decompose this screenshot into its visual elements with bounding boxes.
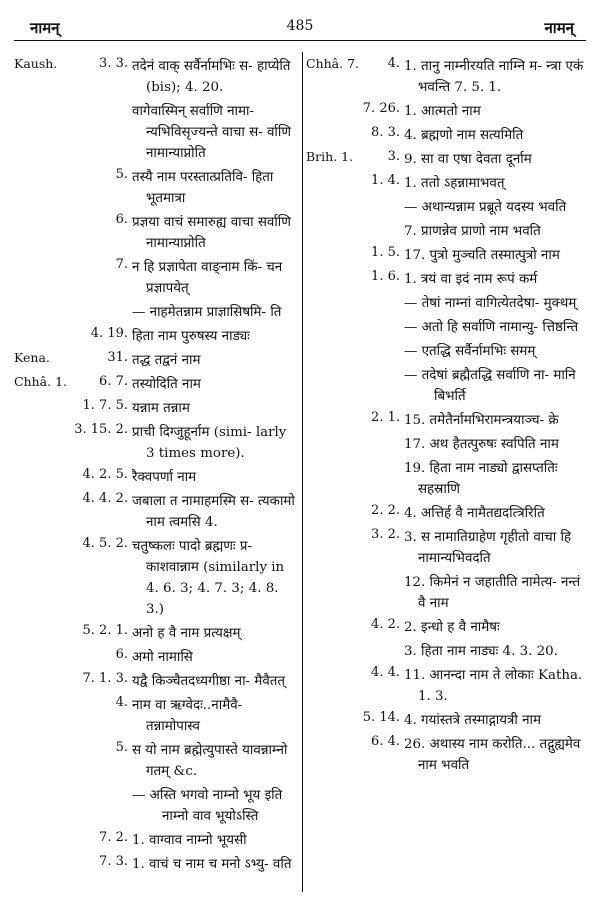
entry-reference: 4. 4. 2. xyxy=(82,491,128,506)
entry-text: 1. वाचं च नाम च मनो ऽभ्यु- वति xyxy=(132,857,292,872)
index-entry xyxy=(306,317,586,338)
entry-text: स यो नाम ब्रह्मेत्युपास्ते यावन्नाम्नो गतम् &c. xyxy=(132,743,288,779)
entry-text: नाम वा ऋग्वेदः..नामैवै- तन्नामोपास्व xyxy=(132,698,243,734)
entry-text: अनो ह वै नाम प्रत्यक्षम् xyxy=(132,626,241,641)
index-entry xyxy=(306,410,586,431)
entry-text: 1. ततो ऽहन्नामाभवत् xyxy=(404,176,505,191)
entry-reference: 8. 3. xyxy=(371,125,400,140)
entry-reference: 6. xyxy=(115,212,128,227)
entry-text: 3. हिता नाम नाड्यः 4. 3. 20. xyxy=(404,644,558,659)
left-column xyxy=(14,56,299,894)
entry-text: 2. इन्धो ह वै नामैषः xyxy=(404,620,500,635)
entry-reference: 5. xyxy=(115,167,128,182)
entry-text: प्राची दिग्जुहूर्नाम (simi- larly 3 times more). xyxy=(132,425,287,461)
index-entry xyxy=(14,854,299,875)
index-entry xyxy=(306,101,586,122)
index-entry xyxy=(306,56,586,98)
entry-reference: 5. xyxy=(115,740,128,755)
entry-reference: 1. 4. xyxy=(371,173,400,188)
entry-text: 4. ब्रह्मणो नाम सत्यमिति xyxy=(404,128,524,143)
entry-text: 15. तमेतैर्नामभिरामन्त्रयाञ्च- क्रे xyxy=(404,413,559,428)
entry-text: 26. अथास्य नाम करोति... तद्गुह्यमेव नाम भवति xyxy=(404,737,581,773)
entry-reference: 7. xyxy=(115,257,128,272)
index-entry xyxy=(14,326,299,347)
entry-text: — अथान्यन्नाम प्रब्रूते यदस्य भवति xyxy=(404,200,567,215)
entry-text: तदेनं वाक् सर्वैर्नामभिः स- हाप्येति (bis); 4. 20. xyxy=(132,59,291,95)
entry-reference: 6. 4. xyxy=(371,734,400,749)
index-entry xyxy=(306,503,586,524)
entry-reference: 3. 2. xyxy=(371,527,400,542)
entry-text: 9. सा वा एषा देवता दूर्नाम xyxy=(404,152,532,167)
index-entry xyxy=(14,167,299,209)
index-entry xyxy=(306,125,586,146)
entry-text: चतुष्कलः पादो ब्रह्मणः प्र- काशवान्नाम (similarly in 4. 6. 3; 4. 7. 3; 4. 8. 3.) xyxy=(132,539,285,617)
entry-reference: 1. 6. xyxy=(371,269,400,284)
index-entry xyxy=(14,830,299,851)
column-divider xyxy=(302,52,303,892)
entry-text: — नाहमेतन्नाम प्राज्ञासिषमि- ति xyxy=(132,305,282,320)
index-entry xyxy=(14,740,299,782)
index-entry xyxy=(306,617,586,638)
entry-text: हिता नाम पुरुषस्य नाड्यः xyxy=(132,329,250,344)
text-label: Brih. 1. xyxy=(306,149,354,164)
entry-reference: 4. 2. 5. xyxy=(82,467,128,482)
text-label: Kaush. xyxy=(14,56,58,71)
index-entry xyxy=(14,422,299,464)
entry-text: 17. पुत्रो मुञ्चति तस्मात्पुत्रो नाम xyxy=(404,248,560,263)
page-number: 485 xyxy=(286,18,314,34)
page-header xyxy=(14,8,586,36)
entry-text: 1. तानु नाम्नीरयति नाम्नि म- न्त्रा एकं भवन्ति 7. 5. 1. xyxy=(404,59,584,95)
index-entry xyxy=(14,623,299,644)
index-entry xyxy=(14,374,299,395)
header-rule xyxy=(14,40,586,41)
index-entry xyxy=(14,56,299,98)
entry-text: — अस्ति भगवो नाम्नो भूय इति नाम्नो वाव भूयोऽस्ति xyxy=(132,788,283,824)
entry-reference: 1. 7. 5. xyxy=(82,398,128,413)
index-entry xyxy=(306,527,586,569)
index-entry xyxy=(14,647,299,668)
index-entry xyxy=(306,710,586,731)
entry-text: प्रज्ञया वाचं समारुह्य वाचा सर्वाणि नामान्याप्नोति xyxy=(132,215,291,251)
index-entry xyxy=(14,101,299,164)
entry-text: 17. अथ हैतत्पुरुषः स्वपिति नाम xyxy=(404,437,559,452)
index-entry xyxy=(306,572,586,614)
entry-text: रैक्वपर्णा नाम xyxy=(132,470,197,485)
entry-text: अमो नामासि xyxy=(132,650,193,665)
entry-reference: 6. 7. xyxy=(99,374,128,389)
index-entry xyxy=(306,197,586,218)
entry-text: 1. वाग्वाव नाम्नो भूयसी xyxy=(132,833,247,848)
entry-reference: 31. xyxy=(107,350,128,365)
entry-reference: 6. xyxy=(115,647,128,662)
index-entry xyxy=(14,671,299,692)
entry-text: यन्नाम तन्नाम xyxy=(132,401,190,416)
entry-reference: 4. 4. xyxy=(371,665,400,680)
index-entry xyxy=(306,269,586,290)
entry-reference: 4. 5. 2. xyxy=(82,536,128,551)
index-entry xyxy=(306,245,586,266)
text-label: Chhâ. 1. xyxy=(14,374,67,389)
entry-text: तद्ध तद्वनं नाम xyxy=(132,353,201,368)
entry-text: — तदेषां ब्रह्मैतद्धि सर्वाणि ना- मानि बिभर्ति xyxy=(404,368,576,404)
entry-reference: 1. 5. xyxy=(371,245,400,260)
index-entry xyxy=(14,350,299,371)
entry-reference: 4. xyxy=(387,56,400,71)
entry-reference: 3. 15. 2. xyxy=(74,422,128,437)
entry-reference: 3. 3. xyxy=(99,56,128,71)
index-entry xyxy=(306,293,586,314)
entry-text: 1. आत्मतो नाम xyxy=(404,104,481,119)
entry-reference: 2. 2. xyxy=(371,503,400,518)
right-column xyxy=(306,56,586,894)
index-entry xyxy=(14,536,299,620)
entry-text: 19. हिता नाम नाड्यो द्वासप्ततिः सहस्राणि xyxy=(404,461,558,497)
index-entry xyxy=(14,467,299,488)
index-entry xyxy=(306,665,586,707)
entry-text: जबाला त नामाहमस्मि स- त्यकामो नाम त्वमसि 4. xyxy=(132,494,295,530)
index-entry xyxy=(306,365,586,407)
index-entry xyxy=(14,491,299,533)
entry-text: 11. आनन्दा नाम ते लोकाः Katha. 1. 3. xyxy=(404,668,583,704)
entry-reference: 7. 2. xyxy=(99,830,128,845)
running-head-right: नामन् xyxy=(544,19,574,37)
entry-reference: 3. xyxy=(387,149,400,164)
entry-text: 1. त्रयं वा इदं नाम रूपं कर्म xyxy=(404,272,538,287)
running-head-left: नामन् xyxy=(30,19,60,37)
entry-text: वागेवास्मिन् सर्वाणि नामा- न्यभिविसृज्यन्ते वाचा स- र्वाणि नामान्याप्नोति xyxy=(132,104,292,161)
entry-reference: 4. xyxy=(115,695,128,710)
entry-text: 4. अत्तिर्ह वै नामैतद्यदत्त्रिरिति xyxy=(404,506,545,521)
entry-reference: 7. 3. xyxy=(99,854,128,869)
entry-text: 12. किमेनं न जहातीति नामेत्य- नन्तं वै नाम xyxy=(404,575,581,611)
entry-text: 7. प्राणन्नेव प्राणो नाम भवति xyxy=(404,224,541,239)
entry-reference: 4. 2. xyxy=(371,617,400,632)
entry-reference: 5. 2. 1. xyxy=(82,623,128,638)
entry-reference: 4. 19. xyxy=(90,326,128,341)
entry-reference: 5. 14. xyxy=(362,710,400,725)
entry-text: तस्यै नाम परस्तात्प्रतिवि- हिता भूतमात्रा xyxy=(132,170,274,206)
entry-text: — तेषां नाम्नां वागित्येतदेषा- मुक्थम् xyxy=(404,296,577,311)
index-entry xyxy=(14,257,299,299)
index-entry xyxy=(306,221,586,242)
index-entry xyxy=(306,149,586,170)
index-entry xyxy=(14,302,299,323)
index-entry xyxy=(306,173,586,194)
entry-text: न हि प्रज्ञापेता वाङ्नाम किं- चन प्रज्ञापयेत् xyxy=(132,260,283,296)
index-entry xyxy=(306,434,586,455)
entry-reference: 7. 1. 3. xyxy=(82,671,128,686)
entry-reference: 2. 1. xyxy=(371,410,400,425)
index-entry xyxy=(14,695,299,737)
index-entry xyxy=(14,398,299,419)
index-entry xyxy=(14,785,299,827)
entry-text: 4. गयांस्तत्रे तस्माद्गायत्री नाम xyxy=(404,713,542,728)
entry-text: तस्योदिति नाम xyxy=(132,377,201,392)
entry-text: — एतद्धि सर्वैर्नामभिः समम् xyxy=(404,344,536,359)
index-entry xyxy=(306,734,586,776)
entry-text: यद्वै किञ्चैतदध्यगीष्ठा ना- मैवैतत् xyxy=(132,674,286,689)
entry-text: — अतो हि सर्वाणि नामान्यु- त्तिष्ठन्ति xyxy=(404,320,579,335)
text-label: Chhâ. 7. xyxy=(306,56,359,71)
index-entry xyxy=(306,341,586,362)
index-entry xyxy=(306,641,586,662)
index-entry xyxy=(306,458,586,500)
entry-reference: 7. 26. xyxy=(362,101,400,116)
text-label: Kena. xyxy=(14,350,50,365)
index-entry xyxy=(14,212,299,254)
entry-text: 3. स नामातिग्राहेण गृहीतो वाचा हि नामान्यभिवदति xyxy=(404,530,572,566)
